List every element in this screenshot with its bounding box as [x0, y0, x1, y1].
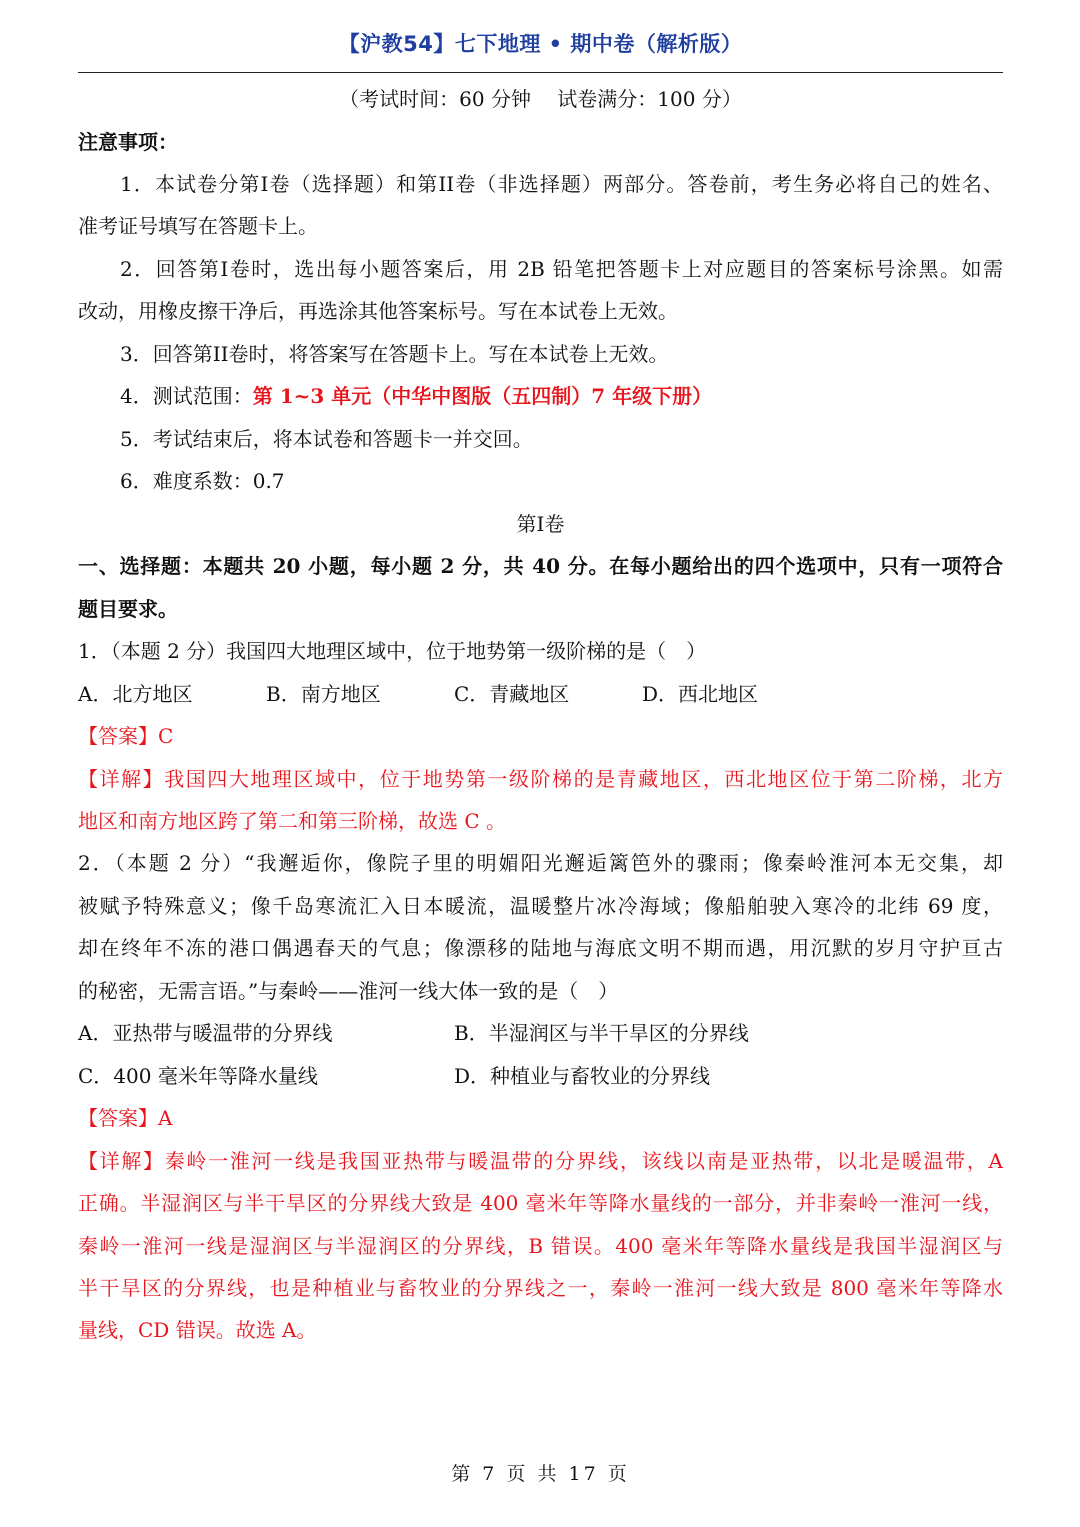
notice-item-4-label: 4．测试范围： [120, 384, 253, 408]
section-heading-a: 一、选择题：本题共 20 小题，每小题 2 分，共 40 分。在每小题给出的四个选项中，只有一项符合 [78, 554, 1003, 578]
q2-answer: 【答案】A [78, 1106, 173, 1130]
q1-option-d: D．西北地区 [642, 682, 759, 706]
q2-detail-b: 正确。半湿润区与半干旱区的分界线大致是 400 毫米年等降水量线的一部分，并非秦岭一淮河一线， [78, 1191, 1003, 1215]
q2-option-b: B．半湿润区与半干旱区的分界线 [454, 1021, 749, 1045]
q2-detail-a: 【详解】秦岭一淮河一线是我国亚热带与暖温带的分界线，该线以南是亚热带，以北是暖温带，A [78, 1149, 1003, 1173]
q1-detail-b: 地区和南方地区跨了第二和第三阶梯，故选 C 。 [78, 809, 507, 833]
q2-detail-c: 秦岭一淮河一线是湿润区与半湿润区的分界线，B 错误。400 毫米年等降水量线是我国半湿润区与 [78, 1234, 1003, 1258]
exam-info: （考试时间：60 分钟 试卷满分：100 分） [339, 87, 742, 111]
notice-heading: 注意事项： [78, 130, 178, 154]
q2-option-d: D．种植业与畜牧业的分界线 [454, 1064, 711, 1088]
notice-item-4 [78, 382, 1003, 410]
page-number: 第 7 页 共 17 页 [451, 1463, 630, 1485]
notice-item-3: 3．回答第II卷时，将答案写在答题卡上。写在本试卷上无效。 [120, 342, 669, 366]
q2-stem-b: 被赋予特殊意义；像千岛寒流汇入日本暖流，温暖整片冰冷海域；像船舶驶入寒冷的北纬 69 度， [78, 894, 1003, 918]
q1-detail-a: 【详解】我国四大地理区域中，位于地势第一级阶梯的是青藏地区，西北地区位于第二阶梯，北方 [78, 767, 1003, 791]
notice-item-5: 5．考试结束后，将本试卷和答题卡一并交回。 [120, 427, 533, 451]
header-divider [78, 72, 1003, 73]
q2-stem-a: 2．（本题 2 分）“我邂逅你，像院子里的明媚阳光邂逅篱笆外的骤雨；像秦岭淮河本无交集，却 [78, 851, 1003, 875]
q2-stem-c: 却在终年不冻的港口偶遇春天的气息；像漂移的陆地与海底文明不期而遇，用沉默的岁月守护亘古 [78, 936, 1003, 960]
q2-option-c: C．400 毫米年等降水量线 [78, 1064, 318, 1088]
document-title: 【沪教54】七下地理 • 期中卷（解析版） [338, 32, 743, 56]
q1-stem: 1．（本题 2 分）我国四大地理区域中，位于地势第一级阶梯的是（ ） [78, 639, 707, 663]
test-scope: 第 1~3 单元（中华中图版（五四制）7 年级下册） [252, 384, 713, 408]
notice-item-2b: 改动，用橡皮擦干净后，再选涂其他答案标号。写在本试卷上无效。 [78, 299, 678, 323]
q2-stem-d: 的秘密，无需言语。”与秦岭——淮河一线大体一致的是（ ） [78, 979, 619, 1003]
section-heading-b: 题目要求。 [78, 597, 178, 621]
notice-item-1a: 1．本试卷分第I卷（选择题）和第II卷（非选择题）两部分。答卷前，考生务必将自己的姓名、 [120, 172, 1003, 196]
document-page [78, 0, 1003, 1527]
q1-option-b: B．南方地区 [266, 682, 381, 706]
q2-detail-e: 量线，CD 错误。故选 A。 [78, 1318, 317, 1342]
q2-option-a: A．亚热带与暖温带的分界线 [78, 1021, 333, 1045]
q1-option-c: C．青藏地区 [454, 682, 570, 706]
q1-option-a: A．北方地区 [78, 682, 193, 706]
notice-item-6: 6．难度系数：0.7 [120, 469, 285, 493]
notice-item-2a: 2．回答第I卷时，选出每小题答案后，用 2B 铅笔把答题卡上对应题目的答案标号涂黑。如需 [120, 257, 1003, 281]
part-title: 第I卷 [516, 512, 565, 536]
notice-item-1b: 准考证号填写在答题卡上。 [78, 214, 318, 238]
q2-detail-d: 半干旱区的分界线，也是种植业与畜牧业的分界线之一，秦岭一淮河一线大致是 800 毫米年等降水 [78, 1276, 1003, 1300]
q1-answer: 【答案】C [78, 724, 174, 748]
